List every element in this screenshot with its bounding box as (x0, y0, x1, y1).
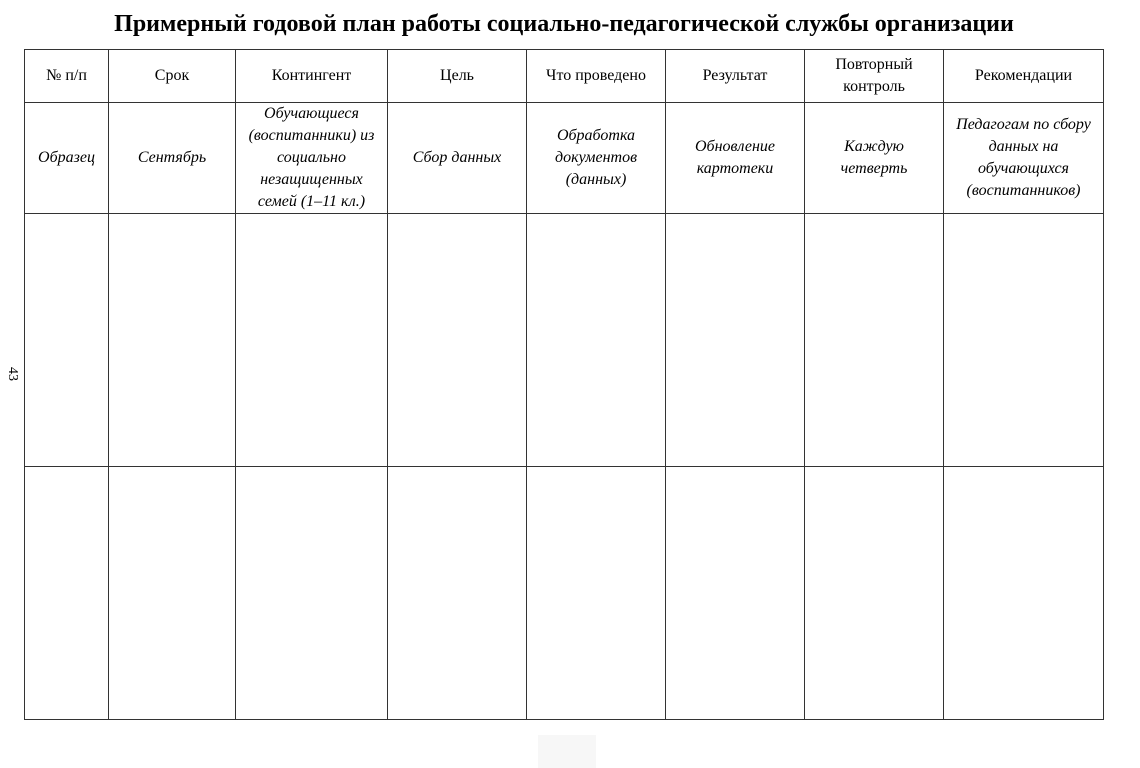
empty-cell (109, 214, 236, 467)
empty-cell (236, 467, 388, 720)
empty-cell (805, 214, 944, 467)
header-row (25, 50, 1104, 103)
empty-cell (236, 214, 388, 467)
empty-cell (388, 214, 527, 467)
empty-cell (527, 214, 666, 467)
scan-smudge (538, 735, 596, 768)
empty-row (25, 467, 1104, 720)
annual-plan-table (24, 49, 1104, 720)
document-title: Примерный годовой план работы социально-педагогической службы организации (114, 11, 1014, 37)
sample-contingent: Обучающиеся (воспитанники) из социально незащищенных семей (1–11 кл.) (236, 103, 388, 214)
sample-goal: Сбор данных (388, 103, 527, 214)
sample-done: Обработка документов (данных) (527, 103, 666, 214)
empty-cell (527, 467, 666, 720)
header-recommendations: Рекомендации (944, 50, 1104, 103)
sample-period: Сентябрь (109, 103, 236, 214)
header-contingent: Контингент (236, 50, 388, 103)
sample-result: Обновление картотеки (666, 103, 805, 214)
empty-cell (944, 214, 1104, 467)
empty-cell (666, 214, 805, 467)
page-number: 43 (5, 367, 20, 381)
empty-cell (25, 467, 109, 720)
sample-recommendations: Педагогам по сбору данных на обучающихся (воспитанников) (944, 103, 1104, 214)
sample-number: Образец (25, 103, 109, 214)
header-result: Результат (666, 50, 805, 103)
empty-cell (805, 467, 944, 720)
header-number: № п/п (25, 50, 109, 103)
header-recheck: Повторный контроль (805, 50, 944, 103)
sample-recheck: Каждую четверть (805, 103, 944, 214)
empty-cell (944, 467, 1104, 720)
header-done: Что проведено (527, 50, 666, 103)
empty-cell (666, 467, 805, 720)
empty-row (25, 214, 1104, 467)
empty-cell (388, 467, 527, 720)
empty-cell (25, 214, 109, 467)
header-goal: Цель (388, 50, 527, 103)
header-period: Срок (109, 50, 236, 103)
sample-row (25, 103, 1104, 214)
empty-cell (109, 467, 236, 720)
